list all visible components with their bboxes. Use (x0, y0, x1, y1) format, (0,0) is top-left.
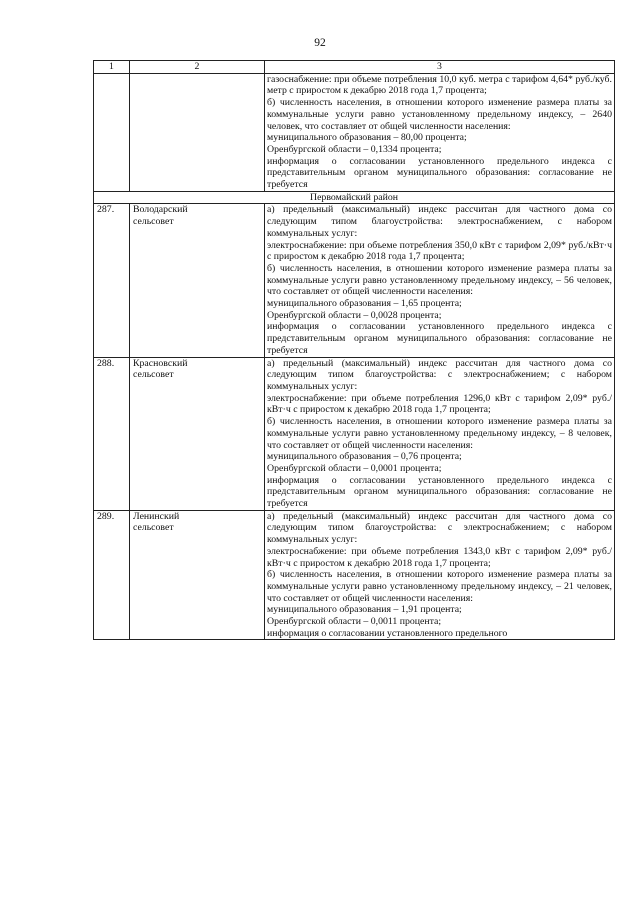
table-header-row (94, 61, 615, 74)
header-col-2: 2 (130, 61, 265, 74)
row-name-cell (130, 357, 265, 510)
row-name-line: Красновский (133, 357, 188, 369)
row-name-cell (130, 73, 265, 191)
paragraph: б) численность населения, в отношении которого изменение размера платы за коммунальные услуги равно установленному предельному индексу, – 21 человек, что составляет от общей численности населения: (267, 569, 612, 604)
paragraph: муниципального образования – 1,65 процента; (267, 298, 462, 310)
paragraph: информация о согласовании установленного предельного (267, 627, 508, 639)
paragraph: муниципального образования – 0,76 процента; (267, 451, 462, 463)
paragraph: Оренбургской области – 0,0001 процента; (267, 462, 442, 474)
paragraph: а) предельный (максимальный) индекс рассчитан для частного дома со следующим типом благоустройства: с электроснабжением; с набором коммунальных услуг: (267, 510, 612, 546)
row-name-cell (130, 204, 265, 357)
row-text-cell (265, 204, 615, 357)
paragraph: Оренбургской области – 0,1334 процента; (267, 143, 442, 155)
row-name-line: сельсовет (133, 522, 174, 534)
row-name-line: Володарский (133, 204, 188, 216)
paragraph: электроснабжение: при объеме потребления 1296,0 кВт с тарифом 2,09* руб./кВт·ч с приростом к декабрю 2018 года 1,7 процента; (267, 392, 612, 416)
table-row (94, 204, 615, 357)
paragraph: информация о согласовании установленного предельного индекса с представительным органом муниципального образования: согласование не требуется (267, 474, 612, 510)
row-text-cell (265, 510, 615, 640)
table-row-continuation (94, 73, 615, 191)
paragraph: б) численность населения, в отношении которого изменение размера платы за коммунальные услуги равно установленному предельному индексу, – 56 человек, что составляет от общей численности населения: (267, 262, 612, 298)
paragraph: а) предельный (максимальный) индекс рассчитан для частного дома со следующим типом благоустройства: электроснабжением, с набором коммунальных услуг: (267, 204, 612, 239)
paragraph: электроснабжение: при объеме потребления 350,0 кВт с тарифом 2,09* руб./кВт·ч с приростом к декабрю 2018 года 1,7 процента; (267, 239, 612, 263)
paragraph: Оренбургской области – 0,0011 процента; (267, 616, 442, 628)
paragraph: электроснабжение: при объеме потребления 1343,0 кВт с тарифом 2,09* руб./кВт·ч с приростом к декабрю 2018 года 1,7 процента; (267, 545, 612, 569)
section-title: Первомайский район (94, 191, 615, 204)
paragraph: б) численность населения, в отношении которого изменение размера платы за коммунальные услуги равно установленному предельному индексу, – 8 человек, что составляет от общей численности населения: (267, 416, 612, 451)
paragraph: муниципального образования – 80,00 процента; (267, 132, 467, 144)
row-number-cell (94, 73, 130, 191)
paragraph: муниципального образования – 1,91 процента; (267, 604, 462, 616)
header-col-1: 1 (94, 61, 130, 74)
page-number: 92 (314, 37, 326, 49)
row-number: 287. (94, 204, 130, 357)
section-row (94, 191, 615, 204)
table-row (94, 357, 615, 510)
row-name-cell (130, 510, 265, 640)
table-row (94, 510, 615, 640)
paragraph: информация о согласовании установленного предельного индекса с представительным органом муниципального образования: согласование не требуется (267, 321, 612, 356)
row-name-line: Ленинский (133, 510, 180, 522)
row-number: 288. (94, 357, 130, 510)
row-number: 289. (94, 510, 130, 640)
paragraph: а) предельный (максимальный) индекс рассчитан для частного дома со следующим типом благоустройства: с электроснабжением; с набором коммунальных услуг: (267, 357, 612, 392)
paragraph: б) численность населения, в отношении которого изменение размера платы за коммунальные услуги равно установленному предельному индексу, – 2640 человек, что составляет от общей численности населения: (267, 97, 612, 132)
paragraph: информация о согласовании установленного предельного индекса с представительным органом муниципального образования: согласование не требуется (267, 155, 612, 191)
paragraph: Оренбургской области – 0,0028 процента; (267, 309, 442, 321)
row-name-line: сельсовет (133, 216, 174, 228)
row-text-cell (265, 73, 615, 191)
row-text-cell (265, 357, 615, 510)
row-name-line: сельсовет (133, 369, 174, 381)
tariff-table (93, 60, 615, 640)
header-col-3: 3 (265, 61, 615, 74)
paragraph: газоснабжение: при объеме потребления 10,0 куб. метра с тарифом 4,64* руб./куб. метр с приростом к декабрю 2018 года 1,7 процента; (267, 73, 612, 97)
